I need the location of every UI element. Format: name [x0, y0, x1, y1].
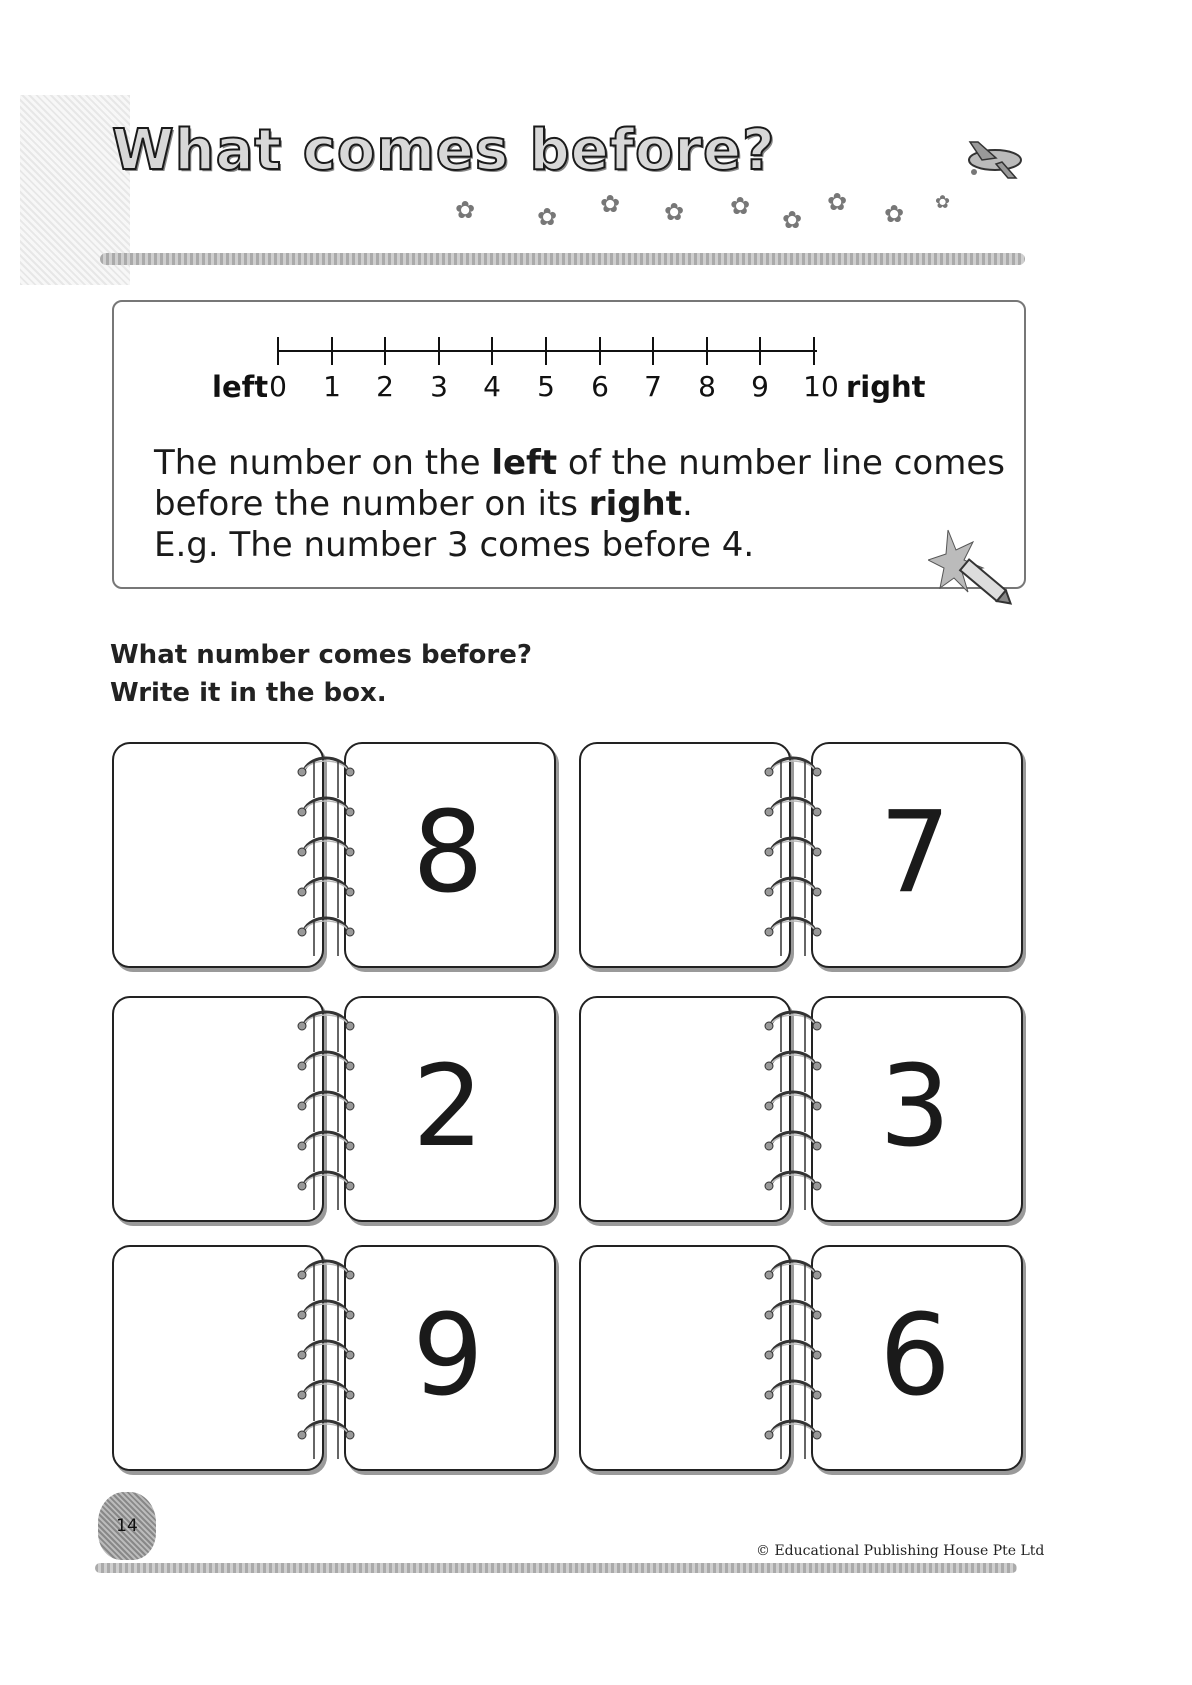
explanation-line-2: before the number on its right. — [154, 484, 693, 524]
copyright: © Educational Publishing House Pte Ltd — [756, 1543, 1045, 1559]
flower-icon: ✿ — [935, 192, 951, 213]
tick-label: 3 — [430, 370, 448, 403]
flower-icon: ✿ — [782, 206, 803, 234]
exercise-card — [112, 742, 552, 970]
tick-label: 7 — [644, 370, 662, 403]
explanation-example: E.g. The number 3 comes before 4. — [154, 525, 755, 565]
number-line — [262, 335, 822, 375]
given-number: 9 — [412, 1291, 484, 1421]
exercise-card — [579, 996, 1019, 1224]
footer-divider — [95, 1563, 1017, 1573]
given-number: 7 — [879, 788, 951, 918]
left-label: left — [212, 370, 269, 404]
exercise-card — [112, 996, 552, 1224]
tick-label: 10 — [803, 370, 839, 403]
tick-label: 4 — [483, 370, 501, 403]
tick-label: 1 — [323, 370, 341, 403]
tick-label: 6 — [591, 370, 609, 403]
exercise-card — [112, 1245, 552, 1473]
given-number: 3 — [879, 1042, 951, 1172]
airplane-icon — [962, 132, 1028, 182]
tick-label: 0 — [269, 370, 287, 403]
given-number: 8 — [412, 788, 484, 918]
tick-label: 2 — [376, 370, 394, 403]
explanation-line-1: The number on the left of the number line comes — [154, 443, 1005, 483]
flower-icon: ✿ — [884, 200, 905, 228]
given-number: 2 — [412, 1042, 484, 1172]
page-title: What comes before? — [112, 118, 776, 183]
flower-icon: ✿ — [455, 196, 476, 224]
flower-icon: ✿ — [664, 198, 685, 226]
flower-icon: ✿ — [600, 190, 621, 218]
mascot-icon — [98, 1492, 156, 1560]
pencil-icon — [928, 520, 1018, 615]
flower-icon: ✿ — [730, 192, 751, 220]
exercise-card — [579, 1245, 1019, 1473]
flower-icon: ✿ — [537, 203, 558, 231]
tick-label: 8 — [698, 370, 716, 403]
exercise-card — [579, 742, 1019, 970]
page-number: 14 — [116, 1516, 138, 1536]
given-number: 6 — [879, 1291, 951, 1421]
instruction-line-2: Write it in the box. — [110, 678, 387, 708]
right-label: right — [846, 370, 926, 404]
tick-label: 9 — [751, 370, 769, 403]
flower-icon: ✿ — [827, 188, 848, 216]
instruction-line-1: What number comes before? — [110, 640, 532, 670]
divider — [100, 253, 1025, 265]
tick-label: 5 — [537, 370, 555, 403]
